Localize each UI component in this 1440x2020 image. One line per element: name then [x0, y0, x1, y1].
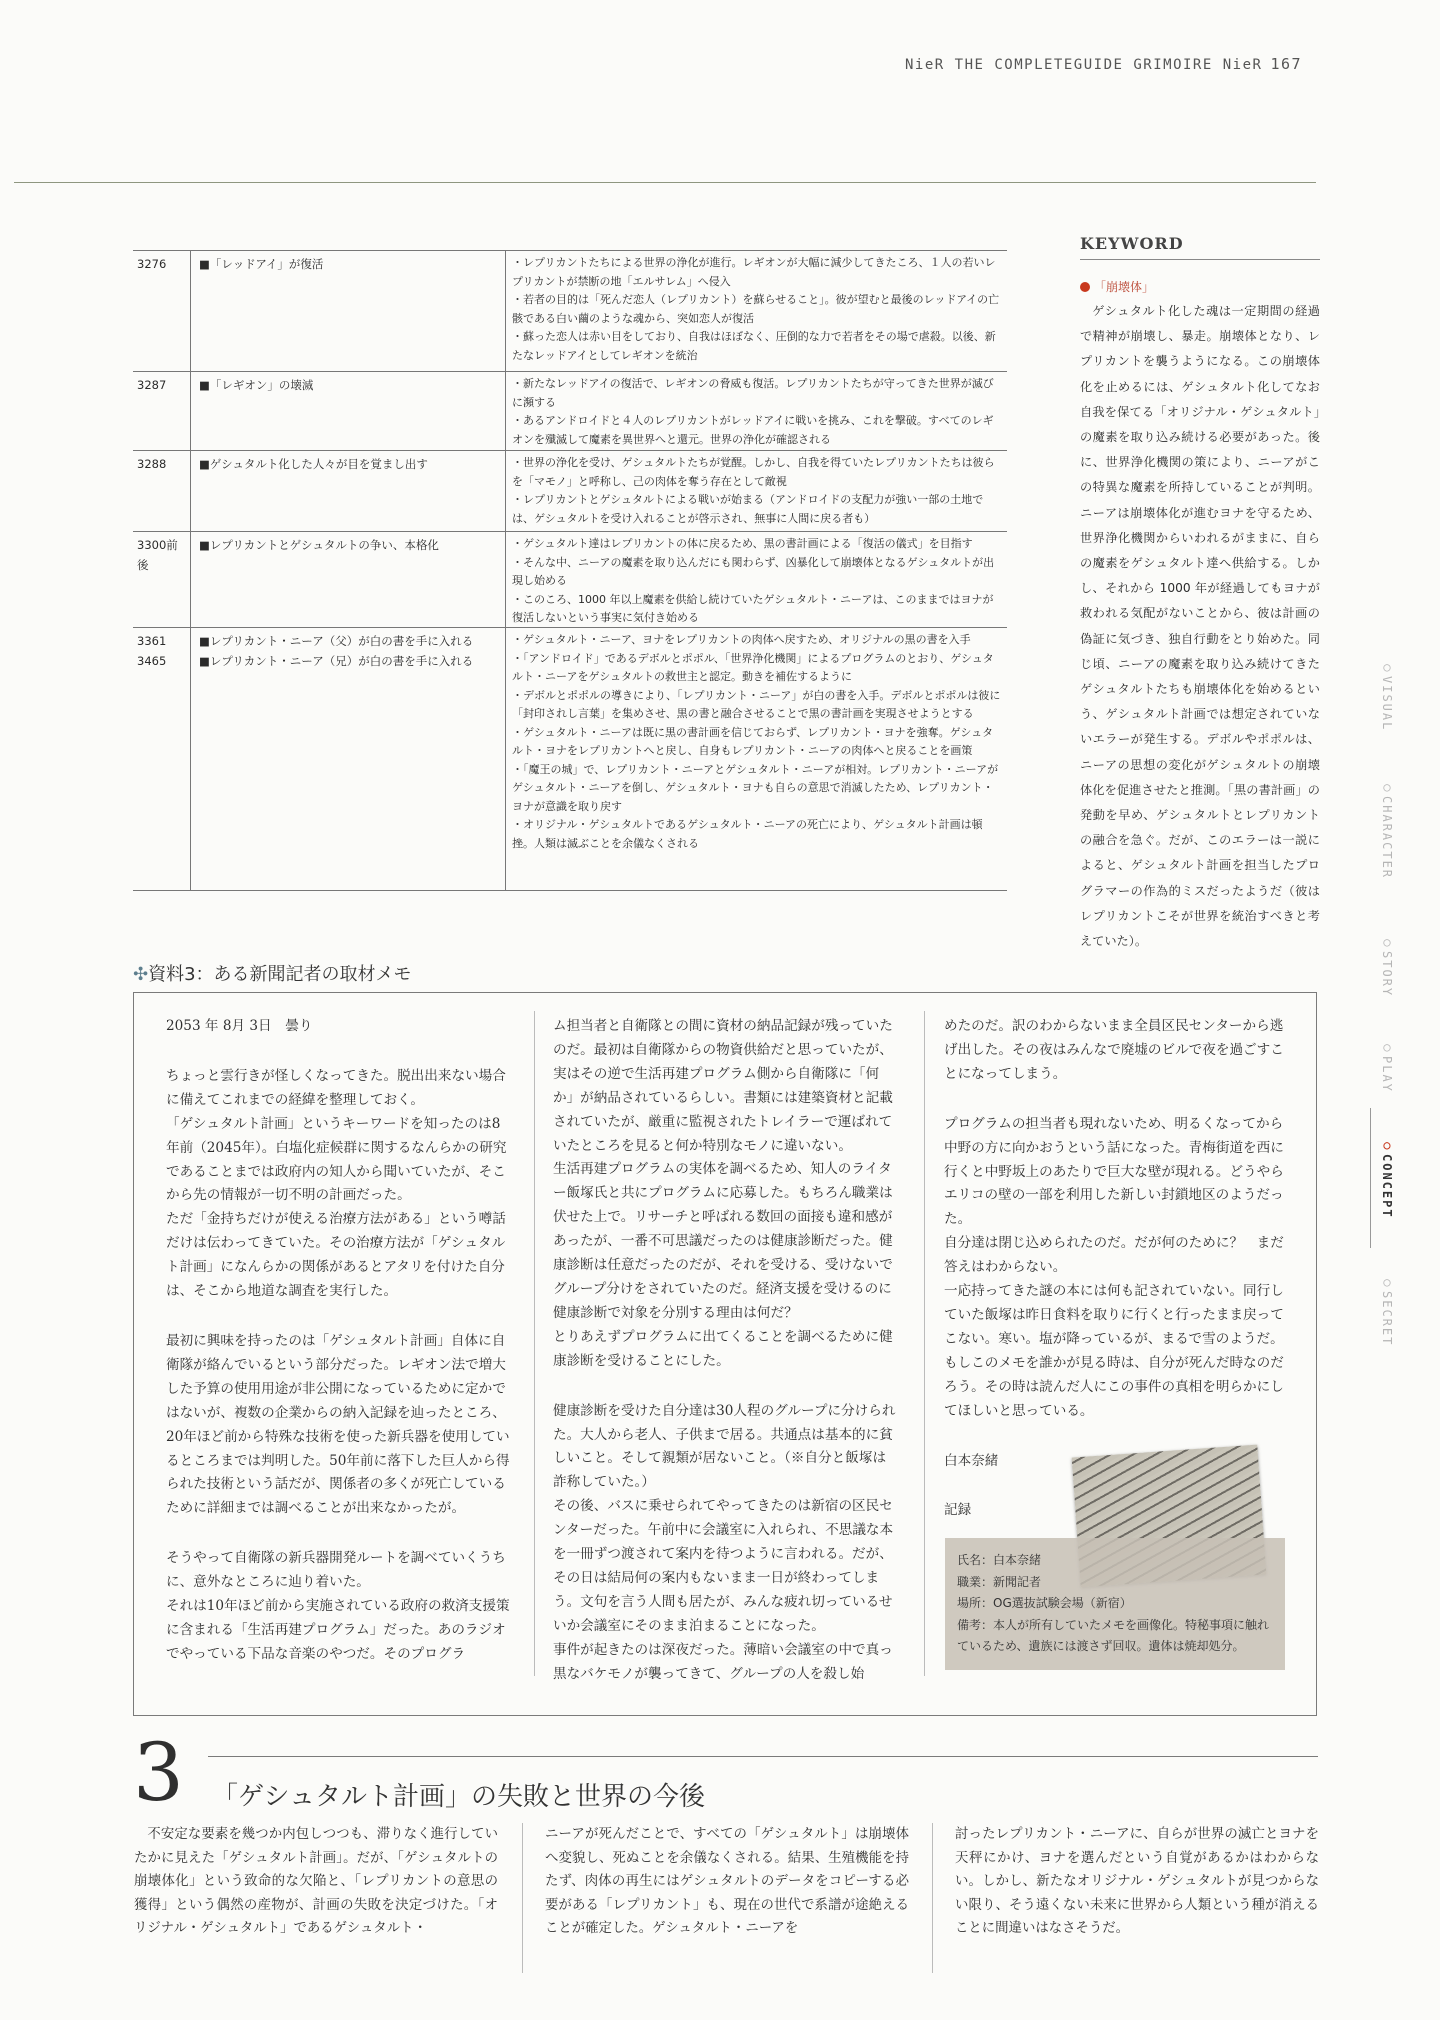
memo-column-2 [553, 1015, 899, 1686]
timeline-description [506, 251, 1007, 371]
memo-heading: 資料3：ある新聞記者の取材メモ [148, 964, 412, 985]
side-tab-concept [1380, 1138, 1394, 1219]
timeline-row [133, 372, 1007, 451]
timeline-event: ■レプリカント・ニーア（兄）が白の書を手に入れる [199, 654, 474, 668]
keyword-term [1080, 278, 1320, 295]
memo-paragraph: それは10年ほど前から実施されている政府の救済支援策に含まれる「生活再建プログラム」だった。あのラジオでやっている下品な音楽のやつだ。そのプログラ [166, 1598, 510, 1662]
section3-column-1: 不安定な要素を幾つか内包しつつも、滞りなく進行していたかに見えた「ゲシュタルト計画」。だが、「ゲシュタルトの崩壊体化」という致命的な欠陥と、「レプリカントの意思の獲得」という偶然の産物が、計画の失敗を決定づけた。「オリジナル・ゲシュタルト」であるゲシュタルト・ [134, 1827, 498, 1937]
timeline-year: 3276 [133, 251, 191, 371]
timeline-year: 3288 [133, 451, 191, 531]
record-line: 場所：OG選抜試験会場（新宿） [957, 1596, 1132, 1610]
keyword-title: KEYWORD [1080, 234, 1320, 260]
timeline-row [133, 628, 1007, 891]
timeline-desc-item: ・レプリカントたちによる世界の浄化が進行。レギオンが大幅に減少してきたころ、１人の若いレプリカントが禁断の地「エルサレム」へ侵入 [512, 256, 996, 288]
side-tab-label: SECRET [1380, 1291, 1394, 1347]
side-tab-visual [1380, 660, 1394, 731]
memo-paragraph: 健康診断を受けた自分達は30人程のグループに分けられた。大人から老人、子供まで居る。共通点は基本的に貧しいこと。そして親類が居ないこと。（※自分と飯塚は詐称していた。） [553, 1402, 896, 1491]
side-tab-play [1380, 1040, 1394, 1093]
timeline-year: 3300前後 [133, 532, 191, 627]
section-rule [208, 1756, 1318, 1757]
memo-paragraph: 自分達は閉じ込められたのだ。だが何のために？ まだ答えはわからない。 [944, 1235, 1284, 1276]
keyword-body: ゲシュタルト化した魂は一定期間の経過で精神が崩壊し、暴走。崩壊体となり、レプリカントを襲うようになる。この崩壊体化を止めるには、ゲシュタルト化してなお自我を保てる「オリジナル・ゲシュタルト」の魔素を取り込み続ける必要があった。後に、世界浄化機関の策により、ニーアがこの特異な魔素を所持していることが判明。ニーアは崩壊体化が進むヨナを守るため、世界浄化機関からいわれるがままに、自らの魔素をゲシュタルト達へ供給する。しかし、それから 1000 年が経過してもヨナが救われる気配がないことから、彼は計画の偽証に気づき、独自行動をとり始めた。同じ頃、ニーアの魔素を取り込み続けてきたゲシュタルトたちも崩壊体化を始めるという、ゲシュタルト計画では想定されていないエラーが発生する。デボルやポポルは、ニーアの思想の変化がゲシュタルトの崩壊体化を促進させたと推測。「黒の書計画」の発動を早め、ゲシュタルトとレプリカントの融合を急ぐ。だが、このエラーは一説によると、ゲシュタルト計画を担当したプログラマーの作為的ミスだったようだ（彼はレプリカントこそが世界を統治すべきと考えていた）。 [1080, 304, 1320, 949]
running-header-title: NieR THE COMPLETEGUIDE GRIMOIRE NieR [905, 57, 1263, 73]
timeline-desc-item: ・デボルとポポルの導きにより、「レプリカント・ニーア」が白の書を入手。デボルとポポルは彼に「封印されし言葉」を集めさせ、黒の書と融合させることで黒の書計画を実現させようとする [512, 688, 1001, 720]
tab-circle-icon: ○ [1380, 660, 1394, 676]
timeline-row [133, 451, 1007, 532]
header-rule [14, 182, 1316, 183]
tab-circle-icon: ○ [1380, 1040, 1394, 1056]
timeline-desc-item: ・蘇った恋人は赤い目をしており、自我はほぼなく、圧倒的な力で若者をその場で虐殺。以後、新たなレッドアイとしてレギオンを統治 [512, 330, 996, 362]
memo-section-title [133, 960, 412, 986]
memo-paragraph: めたのだ。訳のわからないまま全員区民センターから逃げ出した。その夜はみんなで廃墟のビルで夜を過ごすことになってしまう。 [944, 1018, 1284, 1082]
memo-paragraph: 一応持ってきた謎の本には何も記されていない。同行していた飯塚は昨日食料を取りに行くと行ったまま戻ってこない。寒い。塩が降っているが、まるで雪のようだ。もしこのメモを誰かが見る時は、自分が死んだ時なのだろう。その時は読んだ人にこの事件の真相を明らかにしてほしいと思っている。 [944, 1283, 1284, 1419]
running-header [905, 55, 1302, 73]
memo-paragraph: ただ「金持ちだけが使える治療方法がある」という噂話だけは伝わってきていた。その治療方法が「ゲシュタルト計画」になんらかの関係があるとアタリを付けた自分は、そこから地道な調査を実行した。 [166, 1211, 506, 1300]
timeline-events [191, 451, 506, 531]
memo-paragraph: とりあえずプログラムに出てくることを調べるために健康診断を受けることにした。 [553, 1328, 893, 1369]
memo-paragraph: 最初に興味を持ったのは「ゲシュタルト計画」自体に自衛隊が絡んでいるという部分だった。レギオン法で増大した予算の使用用途が非公開になっているために定かではないが、複数の企業からの納入記録を辿ったところ、20年ほど前から特殊な技術を使った新兵器を使用しているところまでは判明した。50年前に落下した巨人から得られた技術という話だが、関係者の多くが死亡しているために詳細までは調べることが出来なかったが。 [166, 1332, 510, 1517]
memo-paragraph: ム担当者と自衛隊との間に資材の納品記録が残っていたのだ。最初は自衛隊からの物資供給だと思っていたが、実はその逆で生活再建プログラム側から自衛隊に「何か」が納品されているらしい。書類には建築資材と記載されていたが、厳重に監視されたトレイラーで運ばれていたところを見ると何か特別なモノに違いない。 [553, 1018, 893, 1154]
timeline-desc-item: ・あるアンドロイドと４人のレプリカントがレッドアイに戦いを挑み、これを撃破。すべてのレギオンを殲滅して魔素を異世界へと還元。世界の浄化が確認される [512, 414, 994, 446]
tab-circle-icon: ○ [1380, 1138, 1394, 1154]
column-divider [924, 1011, 925, 1676]
tab-circle-icon: ○ [1380, 780, 1394, 796]
timeline-year: 3287 [133, 372, 191, 450]
section3-column-3: 討ったレプリカント・ニーアに、自らが世界の滅亡とヨナを天秤にかけ、ヨナを選んだという自覚があるかはわからない。しかし、新たなオリジナル・ゲシュタルトが見つからない限り、そう遠くない未来に世界から人類という種が消えることに間違いはなさそうだ。 [955, 1827, 1319, 1937]
memo-column-1 [166, 1015, 512, 1667]
timeline-events [191, 251, 506, 371]
timeline-event: ■レプリカントとゲシュタルトの争い、本格化 [199, 538, 439, 552]
side-tab-label: CHARACTER [1380, 796, 1394, 880]
ornament-icon: ✣ [133, 964, 149, 985]
record-line: 氏名：白本奈緒 [957, 1553, 1042, 1567]
timeline-desc-item: ・ゲシュタルト・ニーア、ヨナをレプリカントの肉体へ戻すため、オリジナルの黒の書を入手 [512, 633, 971, 646]
memo-paragraph: 白本奈緒 [944, 1452, 999, 1469]
section3-column-2: ニーアが死んだことで、すべての「ゲシュタルト」は崩壊体へ変貌し、死ぬことを余儀なくされる。結果、生殖機能を持たず、肉体の再生にはゲシュタルトのデータをコピーする必要がある「レプリカント」も、現在の世代で系譜が途絶えることが確定した。ゲシュタルト・ニーアを [545, 1827, 909, 1937]
paragraph-gap [944, 1087, 1290, 1113]
timeline-description [506, 451, 1007, 531]
keyword-box [1080, 234, 1320, 954]
side-tab-story [1380, 935, 1394, 997]
timeline-desc-item: ・世界の浄化を受け、ゲシュタルトたちが覚醒。しかし、自我を得ていたレプリカントたちは彼らを「マモノ」と呼称し、己の肉体を奪う存在として敵視 [512, 456, 995, 488]
timeline-description [506, 372, 1007, 450]
memo-box [133, 992, 1317, 1716]
section-title: 「ゲシュタルト計画」の失敗と世界の今後 [212, 1782, 705, 1812]
paragraph-gap [166, 1521, 512, 1547]
memo-column-1-body [166, 1065, 512, 1667]
active-tab-bar [1370, 1108, 1371, 1248]
timeline-year: 3361 3465 [133, 628, 191, 890]
timeline-desc-item: ・ゲシュタルト達はレプリカントの体に戻るため、黒の書計画による「復活の儀式」を目指す [512, 537, 973, 550]
timeline-desc-item: ・レプリカントとゲシュタルトによる戦いが始まる（アンドロイドの支配力が強い一部の土地では、ゲシュタルトを受け入れることが啓示され、無事に人間に戻る者も） [512, 493, 984, 525]
timeline-events [191, 532, 506, 627]
timeline-desc-item: ・このころ、1000 年以上魔素を供給し続けていたゲシュタルト・ニーアは、このままではヨナが復活しないという事実に気付き始める [512, 592, 994, 624]
memo-paragraph: ちょっと雲行きが怪しくなってきた。脱出出来ない場合に備えてこれまでの経緯を整理しておく。 [166, 1067, 506, 1108]
timeline-event: ■「レッドアイ」が復活 [199, 257, 324, 271]
timeline-events [191, 628, 506, 890]
timeline-row [133, 251, 1007, 372]
timeline-desc-item: ・若者の目的は「死んだ恋人（レプリカント）を蘇らせること」。彼が望むと最後のレッドアイの亡骸である白い繭のような魂から、突如恋人が復活 [512, 293, 1000, 325]
timeline-desc-item: ・「アンドロイド」であるデボルとポポル、「世界浄化機関」によるプログラムのとおり、ゲシュタルト・ニーアをゲシュタルトの救世主と認定。動きを補佐するように [512, 651, 994, 683]
record-panel [945, 1538, 1285, 1670]
memo-paragraph: そうやって自衛隊の新兵器開発ルートを調べていくうちに、意外なところに辿り着いた。 [166, 1550, 506, 1591]
timeline-desc-item: ・そんな中、ニーアの魔素を取り込んだにも関わらず、凶暴化して崩壊体となるゲシュタルトが出現し始める [512, 555, 995, 587]
tab-circle-icon: ○ [1380, 935, 1394, 951]
column-divider [534, 1011, 535, 1676]
memo-paragraph: その後、バスに乗せられてやってきたのは新宿の区民センターだった。午前中に会議室に入れられ、不思議な本を一冊ずつ渡されて案内を待つように言われる。だが、その日は結局何の案内もないまま一日が終わってしまう。文句を言う人間も居たが、みんな疲れ切っているせいか会議室にそのまま泊まることになった。 [553, 1498, 894, 1634]
side-tab-label: CONCEPT [1380, 1154, 1394, 1219]
timeline-event: ■「レギオン」の壊滅 [199, 378, 314, 392]
timeline-desc-item: ・オリジナル・ゲシュタルトであるゲシュタルト・ニーアの死亡により、ゲシュタルト計画は頓挫。人類は滅ぶことを余儀なくされる [512, 818, 983, 850]
side-tab-label: PLAY [1380, 1056, 1394, 1093]
timeline-row [133, 532, 1007, 628]
section-number: 3 [133, 1726, 184, 1819]
record-label: 記録 [944, 1502, 972, 1519]
memo-paragraph: 事件が起きたのは深夜だった。薄暗い会議室の中で真っ黒なバケモノが襲ってきて、グループの人を殺し始 [553, 1641, 893, 1682]
memo-paragraph: 生活再建プログラムの実体を調べるため、知人のライター飯塚氏と共にプログラムに応募した。もちろん職業は伏せた上で。リサーチと呼ばれる数回の面接も違和感があったが、一番不可思議だったのは健康診断だった。健康診断は任意だったのだが、それを受ける、受けないでグループ分けをされていたのだ。経済支援を受けるのに健康診断で対象を分別する理由は何だ？ [553, 1161, 893, 1321]
keyword-term-text: 「崩壊体」 [1094, 280, 1155, 294]
timeline-event: ■レプリカント・ニーア（父）が白の書を手に入れる [199, 634, 474, 648]
timeline-description [506, 532, 1007, 627]
timeline-desc-item: ・新たなレッドアイの復活で、レギオンの脅威も復活。レプリカントたちが守ってきた世界が滅びに瀕する [512, 377, 994, 409]
timeline-table [133, 250, 1007, 891]
timeline-events [191, 372, 506, 450]
column-divider [932, 1823, 933, 1973]
timeline-event: ■ゲシュタルト化した人々が目を覚まし出す [199, 457, 428, 471]
memo-date: 2053 年 8月 3日 曇り [166, 1018, 313, 1034]
timeline-desc-item: ・「魔王の城」で、レプリカント・ニーアとゲシュタルト・ニーアが相対。レプリカント・ニーアがゲシュタルト・ニーアを倒し、ゲシュタルト・ヨナも自らの意思で消滅したため、レプリカント・ヨナが意識を取り戻す [512, 762, 999, 813]
column-divider [522, 1823, 523, 1973]
timeline-description [506, 628, 1007, 890]
record-line: 職業：新聞記者 [957, 1574, 1042, 1589]
side-tab-secret [1380, 1275, 1394, 1346]
tab-circle-icon: ○ [1380, 1275, 1394, 1291]
memo-column-3-body [944, 1015, 1290, 1473]
record-line: 備考：本人が所有していたメモを画像化。特秘事項に触れているため、遺族には渡さず回収。遺体は焼却処分。 [957, 1617, 1270, 1653]
side-tab-label: VISUAL [1380, 676, 1394, 732]
memo-paragraph: プログラムの担当者も現れないため、明るくなってから中野の方に向かおうという話になった。青梅街道を西に行くと中野坂上のあたりで巨大な壁が現れる。どうやらエリコの壁の一部を利用した新しい封鎖地区のようだった。 [944, 1115, 1284, 1228]
side-tab-label: STORY [1380, 951, 1394, 998]
page-number: 167 [1270, 55, 1303, 73]
side-tab-character [1380, 780, 1394, 879]
timeline-desc-item: ・ゲシュタルト・ニーアは既に黒の書計画を信じておらず、レプリカント・ヨナを強奪。ゲシュタルト・ヨナをレプリカントへと戻し、自身もレプリカント・ニーアの肉体へと戻ることを画策 [512, 725, 994, 757]
memo-paragraph: 「ゲシュタルト計画」というキーワードを知ったのは8年前（2045年）。白塩化症候群に関するなんらかの研究であることまでは政府内の知人から聞いていたが、そこから先の情報が一切不明の計画だった。 [166, 1115, 507, 1204]
paragraph-gap [553, 1374, 899, 1400]
bullet-dot-icon [1080, 282, 1090, 292]
paragraph-gap [166, 1304, 512, 1330]
